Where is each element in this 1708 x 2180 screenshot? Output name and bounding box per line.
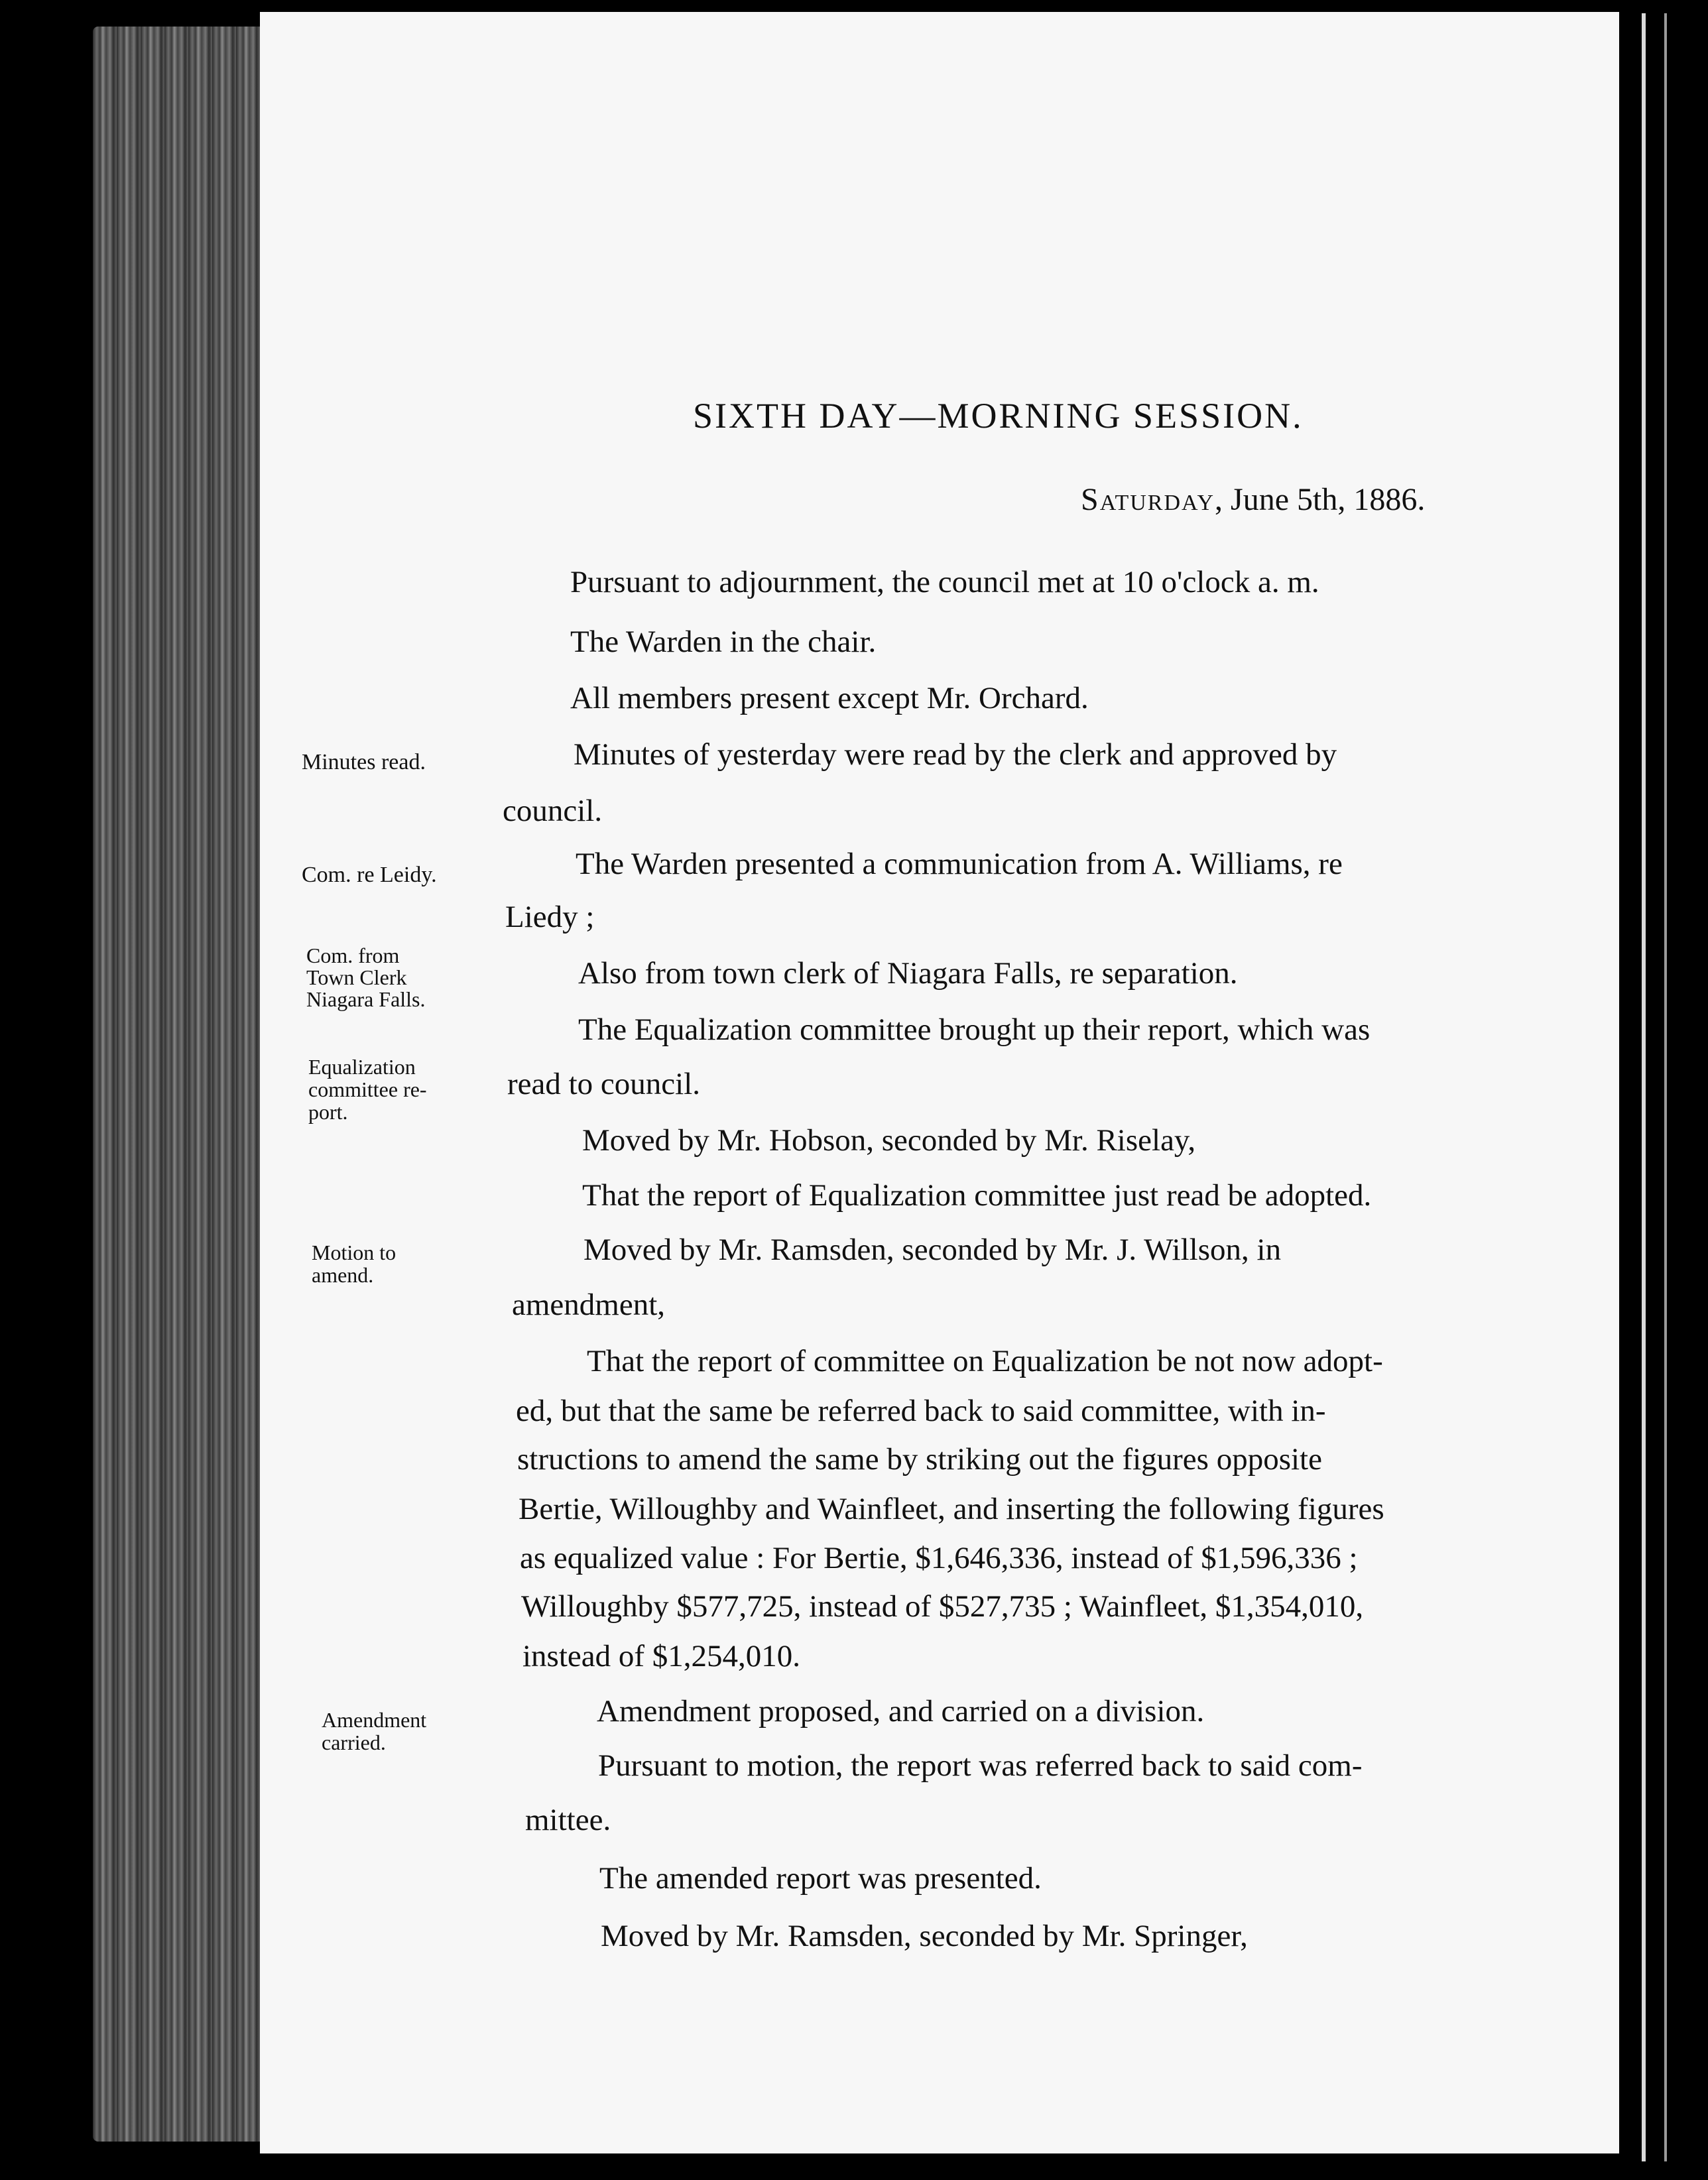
margin-note-motion: Motion to bbox=[312, 1241, 396, 1264]
paragraph-line: Pursuant to motion, the report was referred back to said com- bbox=[598, 1748, 1363, 1783]
paragraph-line: Minutes of yesterday were read by the clerk and approved by bbox=[574, 737, 1337, 772]
paragraph-line: The amended report was presented. bbox=[599, 1861, 1042, 1896]
paragraph-line: Bertie, Willoughby and Wainfleet, and inserting the following figures bbox=[518, 1492, 1384, 1526]
margin-note-com-leidy: Com. re Leidy. bbox=[302, 863, 437, 887]
right-edge-line-2 bbox=[1664, 13, 1667, 2161]
paragraph-line: All members present except Mr. Orchard. bbox=[570, 681, 1089, 715]
margin-note-com-town: Town Clerk bbox=[306, 965, 407, 989]
book-page bbox=[260, 12, 1619, 2153]
paragraph-line: The Warden presented a communication from A. Williams, re bbox=[576, 847, 1343, 881]
right-edge-line bbox=[1642, 13, 1646, 2161]
paragraph-line: council. bbox=[503, 794, 603, 828]
paragraph-line: Also from town clerk of Niagara Falls, re separation. bbox=[578, 956, 1238, 991]
paragraph-line: read to council. bbox=[507, 1067, 701, 1101]
paragraph-line: structions to amend the same by striking out the figures opposite bbox=[517, 1442, 1322, 1477]
paragraph-line: The Equalization committee brought up their report, which was bbox=[578, 1012, 1371, 1047]
paragraph-line: as equalized value : For Bertie, $1,646,336, instead of $1,596,336 ; bbox=[520, 1541, 1358, 1575]
paragraph-line: Moved by Mr. Hobson, seconded by Mr. Riselay, bbox=[582, 1123, 1196, 1158]
paragraph-line: That the report of Equalization committee just read be adopted. bbox=[582, 1178, 1372, 1213]
margin-note-amendment: Amendment bbox=[322, 1708, 427, 1732]
paragraph-line: instead of $1,254,010. bbox=[522, 1639, 801, 1673]
paragraph-line: Liedy ; bbox=[505, 900, 595, 934]
margin-note-motion: amend. bbox=[312, 1263, 374, 1287]
page-heading: SIXTH DAY—MORNING SESSION. bbox=[693, 396, 1304, 436]
margin-note-com-town: Com. from bbox=[306, 943, 400, 967]
paragraph-line: ed, but that the same be referred back to said committee, with in- bbox=[516, 1394, 1326, 1428]
margin-note-equalization: port. bbox=[308, 1100, 348, 1124]
margin-note-equalization: Equalization bbox=[308, 1055, 416, 1079]
paragraph-line: Pursuant to adjournment, the council met at 10 o'clock a. m. bbox=[570, 565, 1319, 599]
session-date bbox=[1081, 484, 1425, 516]
margin-note-equalization: committee re- bbox=[308, 1077, 427, 1101]
paragraph-line: Amendment proposed, and carried on a division. bbox=[597, 1694, 1205, 1728]
paragraph-line: That the report of committee on Equalization be not now adopt- bbox=[587, 1344, 1383, 1378]
date-rest: , June 5th, 1886. bbox=[1215, 482, 1426, 517]
margin-note-amendment: carried. bbox=[322, 1730, 386, 1754]
paragraph-line: amendment, bbox=[512, 1288, 666, 1322]
margin-note-com-town: Niagara Falls. bbox=[306, 987, 426, 1011]
paragraph-line: Moved by Mr. Ramsden, seconded by Mr. Springer, bbox=[601, 1919, 1248, 1953]
date-weekday: Saturday bbox=[1081, 482, 1215, 517]
paragraph-line: The Warden in the chair. bbox=[570, 625, 877, 659]
book-page-edges bbox=[93, 27, 265, 2142]
margin-note-minutes: Minutes read. bbox=[302, 750, 426, 774]
paragraph-line: Willoughby $577,725, instead of $527,735 ; Wainfleet, $1,354,010, bbox=[521, 1589, 1364, 1624]
paragraph-line: mittee. bbox=[525, 1803, 611, 1837]
paragraph-line: Moved by Mr. Ramsden, seconded by Mr. J. Willson, in bbox=[583, 1233, 1282, 1267]
